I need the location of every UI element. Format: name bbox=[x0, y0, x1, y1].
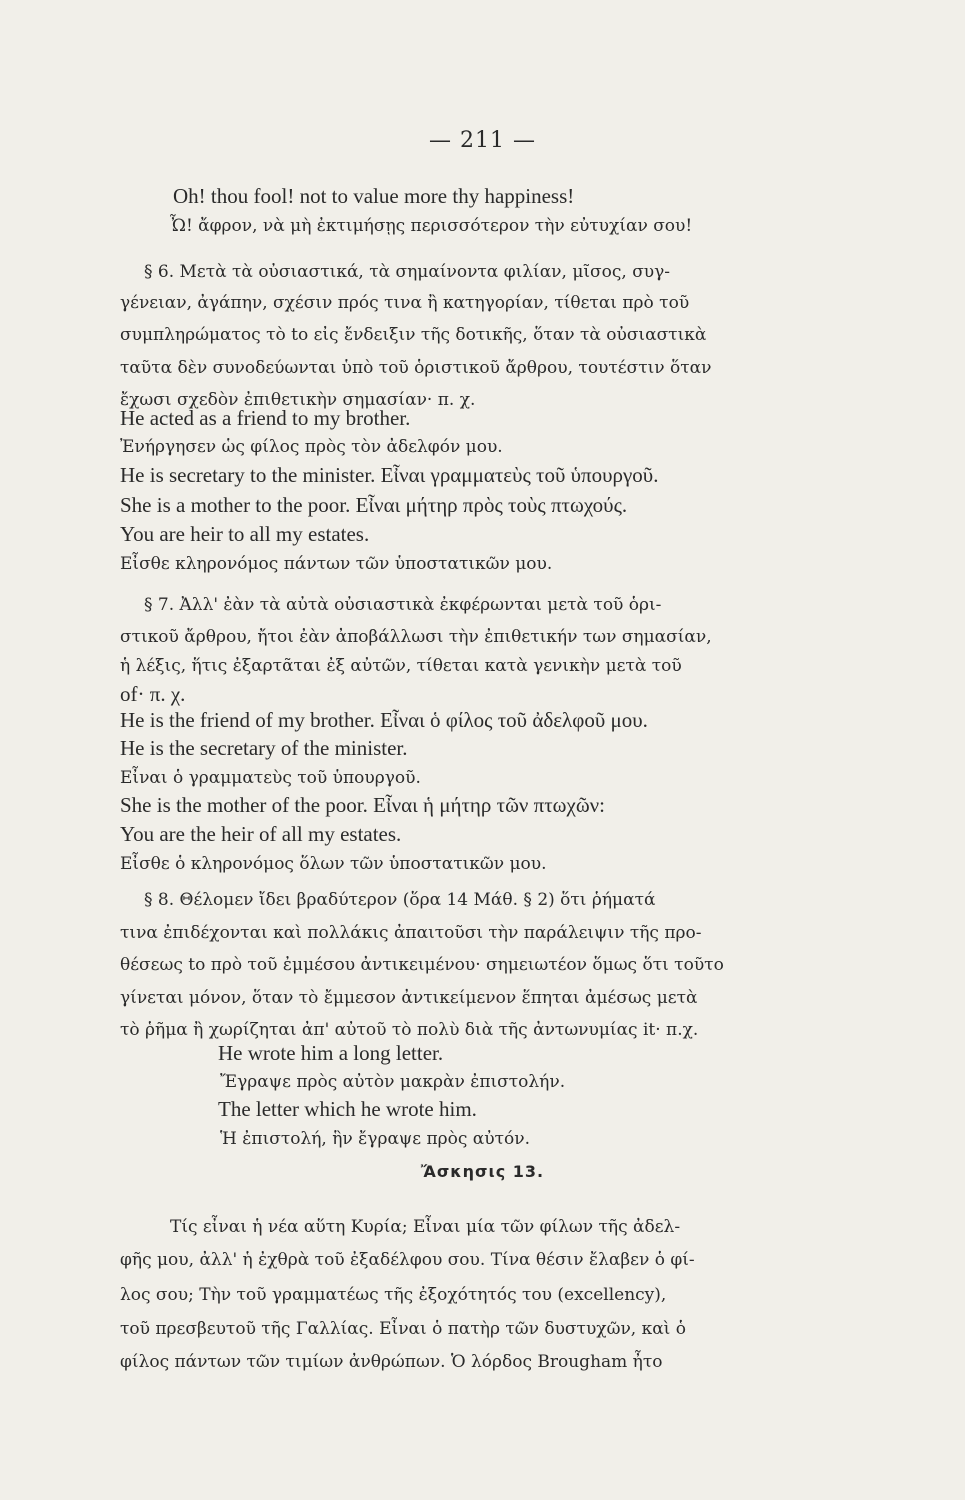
text-line: φῆς μου, ἀλλ' ἡ ἐχθρὰ τοῦ ἐξαδέλφου σου. Τίνα θέσιν ἔλαβεν ὁ φί- bbox=[120, 1250, 695, 1270]
text-line: ἔχωσι σχεδὸν ἐπιθετικὴν σημασίαν· π. χ. bbox=[120, 390, 476, 410]
text-line: θέσεως to πρὸ τοῦ ἐμμέσου ἀντικειμένου· σημειωτέον ὅμως ὅτι τοῦτο bbox=[120, 955, 724, 975]
text-line: Ὦ! ἄφρον, νὰ μὴ ἐκτιμήσῃς περισσότερον τὴν εὐτυχίαν σου! bbox=[170, 216, 693, 236]
exercise-title: Ἄσκησις 13. bbox=[420, 1162, 545, 1181]
text-line: § 8. Θέλομεν ἴδει βραδύτερον (ὅρα 14 Μάθ. § 2) ὅτι ῥήματά bbox=[144, 890, 656, 910]
text-line: τὸ ῥῆμα ἢ χωρίζηται ἀπ' αὐτοῦ τὸ πολὺ διὰ τῆς ἀντωνυμίας it· π.χ. bbox=[120, 1020, 699, 1040]
text-line: Εἶσθε ὁ κληρονόμος ὅλων τῶν ὑποστατικῶν μου. bbox=[120, 854, 547, 874]
text-line: Ἐνήργησεν ὡς φίλος πρὸς τὸν ἀδελφόν μου. bbox=[120, 437, 503, 457]
text-line: He is the friend of my brother. Εἶναι ὁ φίλος τοῦ ἀδελφοῦ μου. bbox=[120, 708, 648, 732]
text-line: στικοῦ ἄρθρου, ἤτοι ἐὰν ἀποβάλλωσι τὴν ἐπιθετικήν των σημασίαν, bbox=[120, 627, 712, 647]
text-line: Ἔγραψε πρὸς αὐτὸν μακρὰν ἐπιστολήν. bbox=[220, 1072, 566, 1092]
text-line: Τίς εἶναι ἡ νέα αὕτη Κυρία; Εἶναι μία τῶν φίλων τῆς ἀδελ- bbox=[170, 1217, 681, 1237]
text-line: § 6. Μετὰ τὰ οὐσιαστικά, τὰ σημαίνοντα φιλίαν, μῖσος, συγ- bbox=[144, 262, 671, 282]
text-line: Εἶναι ὁ γραμματεὺς τοῦ ὑπουργοῦ. bbox=[120, 768, 421, 788]
text-line: τοῦ πρεσβευτοῦ τῆς Γαλλίας. Εἶναι ὁ πατὴρ τῶν δυστυχῶν, καὶ ὁ bbox=[120, 1319, 686, 1339]
text-line: He acted as a friend to my brother. bbox=[120, 406, 411, 430]
text-line: He is secretary to the minister. Εἶναι γραμματεὺς τοῦ ὑπουργοῦ. bbox=[120, 463, 659, 487]
text-line: § 7. Ἀλλ' ἐὰν τὰ αὐτὰ οὐσιαστικὰ ἐκφέρωνται μετὰ τοῦ ὁρι- bbox=[144, 595, 662, 615]
text-line: γίνεται μόνον, ὅταν τὸ ἔμμεσον ἀντικείμενον ἕπηται ἀμέσως μετὰ bbox=[120, 988, 698, 1008]
text-line: He is the secretary of the minister. bbox=[120, 736, 408, 760]
text-line: τινα ἐπιδέχονται καὶ πολλάκις ἀπαιτοῦσι τὴν παράλειψιν τῆς προ- bbox=[120, 923, 702, 943]
text-line: of· π. χ. bbox=[120, 682, 186, 706]
text-line: συμπληρώματος τὸ to εἰς ἔνδειξιν τῆς δοτικῆς, ὅταν τὰ οὐσιαστικὰ bbox=[120, 325, 707, 345]
text-line: She is the mother of the poor. Εἶναι ἡ μήτηρ τῶν πτωχῶν: bbox=[120, 793, 605, 817]
page-number: — 211 — bbox=[429, 128, 536, 153]
text-line: λος σου; Τὴν τοῦ γραμματέως τῆς ἐξοχότητός του (excellency), bbox=[120, 1285, 667, 1305]
text-line: ταῦτα δὲν συνοδεύωνται ὑπὸ τοῦ ὁριστικοῦ ἄρθρου, τουτέστιν ὅταν bbox=[120, 358, 712, 378]
text-line: The letter which he wrote him. bbox=[218, 1097, 477, 1121]
text-line: He wrote him a long letter. bbox=[218, 1041, 444, 1065]
text-line: You are the heir of all my estates. bbox=[120, 822, 402, 846]
text-line: γένειαν, ἀγάπην, σχέσιν πρός τινα ἢ κατηγορίαν, τίθεται πρὸ τοῦ bbox=[120, 293, 690, 313]
text-line: Εἶσθε κληρονόμος πάντων τῶν ὑποστατικῶν μου. bbox=[120, 554, 553, 574]
text-line: φίλος πάντων τῶν τιμίων ἀνθρώπων. Ὁ λόρδος Brougham ἦτο bbox=[120, 1352, 663, 1372]
text-line: Oh! thou fool! not to value more thy happiness! bbox=[173, 184, 575, 208]
text-line: You are heir to all my estates. bbox=[120, 522, 370, 546]
text-line: She is a mother to the poor. Εἶναι μήτηρ πρὸς τοὺς πτωχούς. bbox=[120, 493, 628, 517]
text-line: ἡ λέξις, ἥτις ἐξαρτᾶται ἐξ αὐτῶν, τίθεται κατὰ γενικὴν μετὰ τοῦ bbox=[120, 656, 682, 676]
text-line: Ἡ ἐπιστολή, ἣν ἔγραψε πρὸς αὐτόν. bbox=[220, 1129, 530, 1149]
